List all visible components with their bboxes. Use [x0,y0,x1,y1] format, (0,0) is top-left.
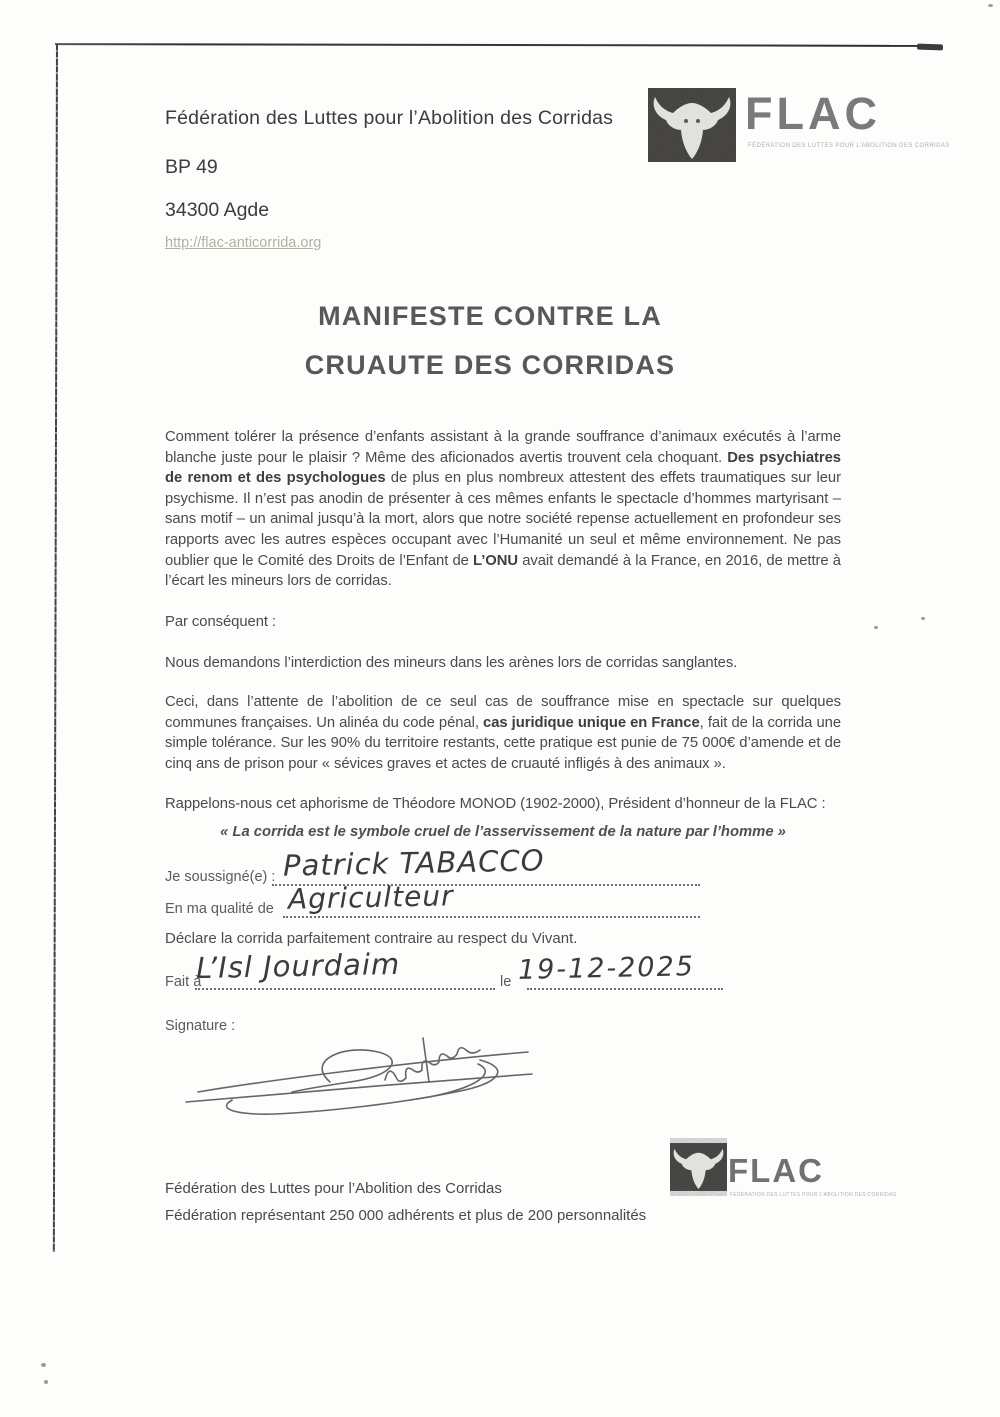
document-title-line2: CRUAUTE DES CORRIDAS [304,350,676,380]
bull-head-icon [670,1137,727,1197]
paragraph-text: de plus en plus nombreux attestent des effets traumatiques sur leur psychisme. Il n’est pas anodin de présenter à ces mêmes enfants le spectacle d’hommes martyrisant – sans motif – un animal jusqu’à la mort, alors que notre société repense actuellement en profondeur ses rapports avec les autres espèces occupant avec l’Humanité un seul et même environnement. Ne pas oublier que le Comité des Droits de l’Enfant de [165,470,841,569]
paragraph-consequent: Par conséquent : [165,614,277,630]
scan-artifact-left-line [53,44,58,1252]
monod-quote: « La corrida est le symbole cruel de l’asservissement de la nature par l’homme » [220,824,786,840]
date-handwritten-value: 19-12-2025 [517,951,696,986]
po-box: BP 49 [165,156,218,178]
paragraph-bold-text: L’ONU [473,552,518,569]
scan-artifact-top-blob [917,44,943,51]
paragraph-aphorism-intro: Rappelons-nous cet aphorisme de Théodore MONOD (1902-2000), Président d’honneur de la FLAC : [165,796,826,812]
document-title-line1: MANIFESTE CONTRE LA [318,301,662,331]
scan-speck [988,4,993,7]
paragraph-text: avait demandé à la France, en 2016, de mettre à l’écart les mineurs lors de corridas. [165,552,841,590]
bull-head-icon [648,88,736,162]
footer-membership-line: Fédération représentant 250 000 adhérents et plus de 200 personnalités [165,1207,647,1224]
scan-speck [41,1363,46,1367]
flac-logo-tagline: FÉDÉRATION DES LUTTES POUR L’ABOLITION DES CORRIDAS [748,143,950,149]
scan-artifact-top-line [55,43,940,47]
signatory-handwritten-value: Patrick TABACCO [282,843,545,883]
paragraph-text: Comment tolérer la présence d’enfants assistant à la grande souffrance d’animaux exécutés à l’arme blanche juste pour le plaisir ? Même des aficionados avertis trouvent cela choquant. [165,429,841,466]
place-handwritten-value: L’Isl Jourdaim [195,946,401,986]
footer-org-name: Fédération des Luttes pour l’Abolition des Corridas [165,1180,502,1197]
capacity-label: En ma qualité de [165,901,274,917]
paragraph-demand: Nous demandons l’interdiction des mineurs dans les arènes lors de corridas sanglantes. [165,655,738,671]
paragraph-intro [165,427,841,592]
flac-acronym: FLAC [745,88,881,139]
scan-speck [44,1380,48,1384]
city-line: 34300 Agde [165,199,270,221]
date-label: le [500,974,512,990]
paragraph-text: Ceci, dans l’attente de l’abolition de ce seul cas de souffrance mise en spectacle sur quelques communes françaises. Un alinéa du code pénal, [165,694,841,731]
website-link[interactable]: http://flac-anticorrida.org [165,235,322,251]
capacity-dotted-line [283,916,700,918]
org-name: Fédération des Luttes pour l’Abolition des Corridas [165,107,614,129]
flac-acronym-footer: FLAC [728,1152,824,1189]
flac-logo-tagline-footer: FÉDÉRATION DES LUTTES POUR L’ABOLITION DES CORRIDAS [730,1192,897,1198]
signature-label: Signature : [165,1018,236,1034]
capacity-handwritten-value: Agriculteur [287,879,454,916]
flac-logo-footer [670,1137,727,1197]
handwritten-signature [180,1030,540,1120]
date-dotted-line [527,988,723,990]
scan-speck [921,617,925,620]
flac-logo [648,88,736,162]
scan-speck [874,626,878,629]
signatory-label: Je soussigné(e) : [165,869,276,885]
place-label: Fait à [165,974,202,990]
paragraph-bold-text: cas juridique unique en France [483,714,700,731]
paragraph-text: , fait de la corrida une simple tolérance. Sur les 90% du territoire restants, cette pratique est punie de 75 000€ d’amende et de cinq ans de prison pour « sévices graves et actes de cruauté infligés à des animaux ». [165,714,841,772]
paragraph-legal [165,692,841,774]
place-dotted-line [195,988,495,990]
paragraph-bold-text: Des psychiatres de renom et des psychologues [165,449,841,487]
declaration-line: Déclare la corrida parfaitement contraire au respect du Vivant. [165,930,578,947]
